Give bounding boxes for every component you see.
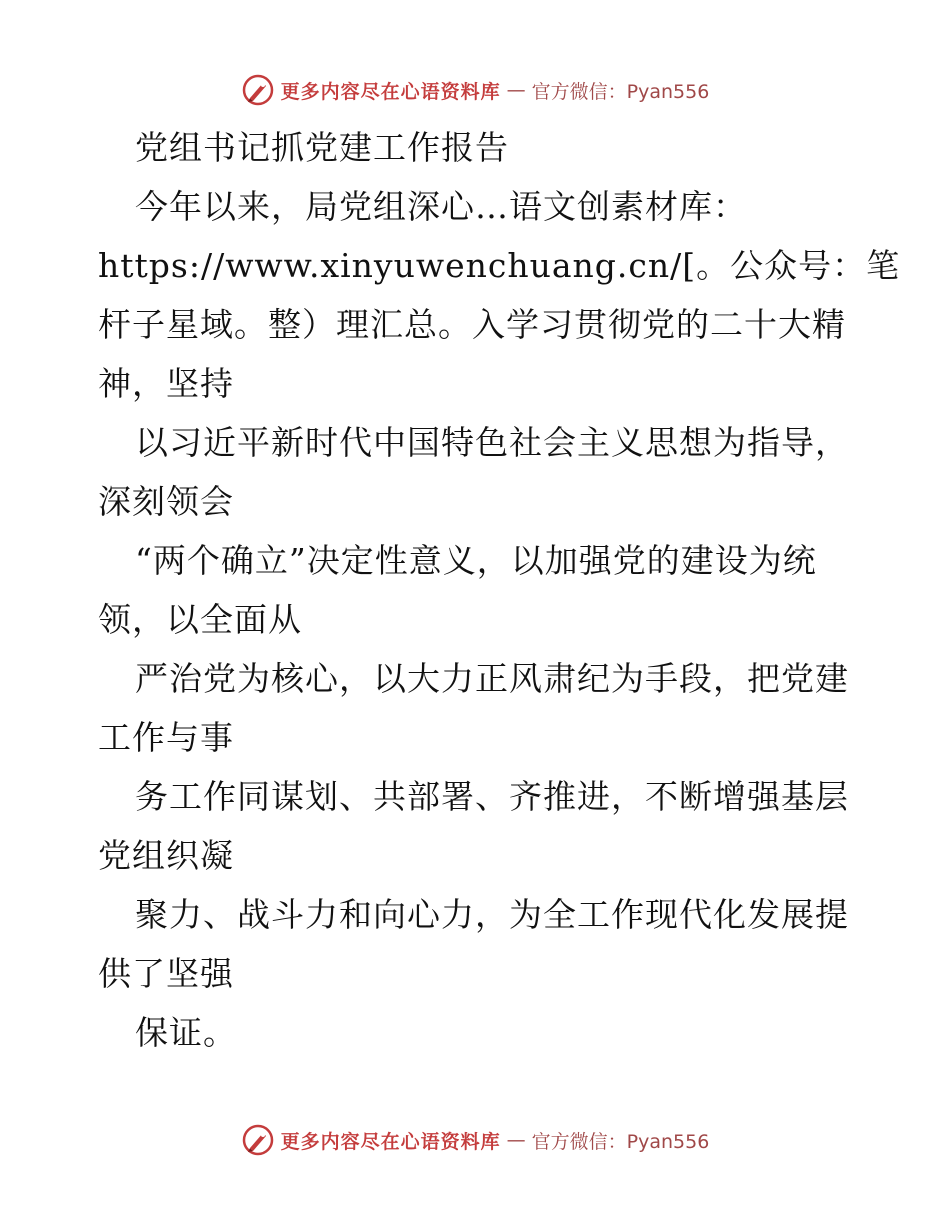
document-title: 党组书记抓党建工作报告	[135, 128, 509, 167]
header-banner	[0, 70, 950, 110]
paragraph-line: 严治党为核心，以大力正风肃纪为手段，把党建	[135, 659, 849, 698]
paragraph-line: 以习近平新时代中国特色社会主义思想为指导，	[135, 423, 849, 462]
paragraph-line: 杆子星域。整）理汇总。入学习贯彻党的二十大精	[98, 305, 846, 344]
banner-separator: —	[506, 79, 526, 101]
paragraph-line: 领，以全面从	[98, 600, 302, 639]
banner-separator: —	[506, 1129, 526, 1151]
paragraph-line: 供了坚强	[98, 954, 234, 993]
paragraph-line: 深刻领会	[98, 482, 234, 521]
pen-logo-icon	[241, 73, 275, 107]
banner-brand: 更多内容尽在心语资料库	[280, 1130, 501, 1153]
paragraph-line: https://www.xinyuwenchuang.cn/[。公众号：笔	[98, 246, 901, 285]
paragraph-line: 保证。	[135, 1013, 237, 1052]
footer-banner	[0, 1120, 950, 1160]
banner-brand: 更多内容尽在心语资料库	[280, 80, 501, 103]
paragraph-line: 务工作同谋划、共部署、齐推进，不断增强基层	[135, 777, 849, 816]
banner-wechat: 官方微信：Pyan556	[531, 80, 710, 103]
banner-wechat: 官方微信：Pyan556	[531, 1130, 710, 1153]
pen-logo-icon	[241, 1123, 275, 1157]
paragraph-line: 今年以来，局党组深心…语文创素材库：	[135, 187, 747, 226]
paragraph-line: 党组织凝	[98, 836, 234, 875]
paragraph-line: “两个确立”决定性意义，以加强党的建设为统	[135, 541, 817, 580]
paragraph-line: 聚力、战斗力和向心力，为全工作现代化发展提	[135, 895, 849, 934]
paragraph-line: 工作与事	[98, 718, 234, 757]
paragraph-line: 神，坚持	[98, 364, 234, 403]
document-body	[98, 118, 901, 1062]
